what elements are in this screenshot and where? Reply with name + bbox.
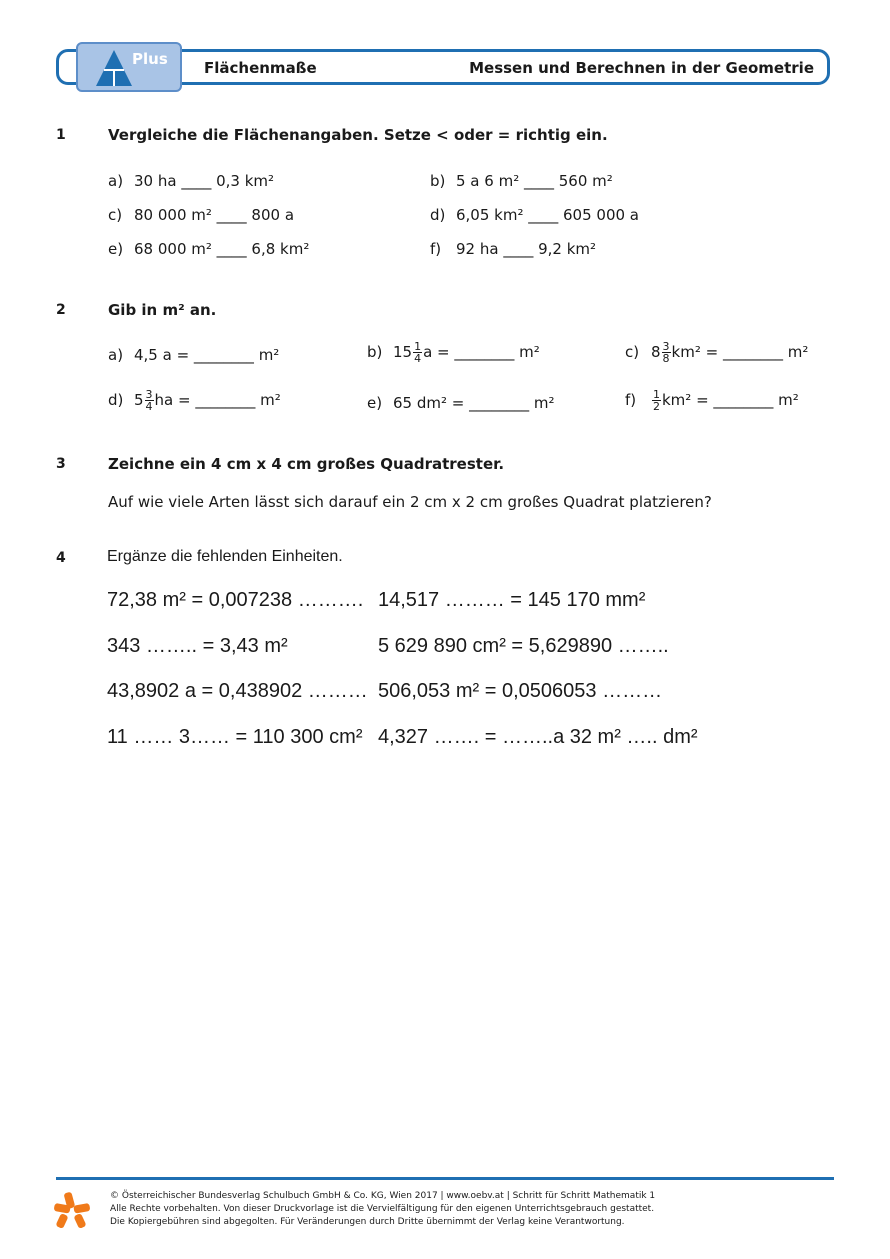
task2-item-a: a) 4,5 a = ________ m²	[108, 346, 280, 364]
topic-title: Flächenmaße	[204, 59, 317, 77]
task1-item-b: b) 5 a 6 m² ____ 560 m²	[430, 172, 613, 190]
task2-item-c: c) 8 $\frac{3}{8}$ km² = ________ m²	[625, 340, 809, 365]
task2-item-b: b) 15 $\frac{1}{4}$ a = ________ m²	[367, 340, 540, 365]
task4-row-left: 343 …….. = 3,43 m²	[107, 635, 288, 657]
fraction: $\frac{1}{2}$	[653, 388, 660, 413]
task1-item-c: c) 80 000 m² ____ 800 a	[108, 206, 295, 224]
task-number: 1	[56, 127, 66, 143]
task2-item-d: d) 5 $\frac{3}{4}$ ha = ________ m²	[108, 388, 281, 413]
task-title: Vergleiche die Flächenangaben. Setze < oder = richtig ein.	[108, 126, 608, 144]
task4-row-right: 5 629 890 cm² = 5,629890 ……..	[378, 635, 669, 657]
fraction: $\frac{1}{4}$	[414, 340, 422, 365]
footer-divider	[56, 1177, 834, 1180]
task4-row-right: 14,517 ……… = 145 170 mm²	[378, 589, 646, 611]
task1-item-e: e) 68 000 m² ____ 6,8 km²	[108, 240, 310, 258]
plus-logo	[76, 42, 182, 92]
task1-item-d: d) 6,05 km² ____ 605 000 a	[430, 206, 640, 224]
footer-copyright: © Österreichischer Bundesverlag Schulbuch GmbH & Co. KG, Wien 2017 | www.oebv.at | Schritt für Schritt Mathematik 1 Alle Rechte vorbehalten. Von dieser Druckvorlage ist die Vervielfältigung für den eigenen Unterrichtsgebrauch gestattet. Die Kopiergebühren sind abgegolten. Für Veränderungen durch Dritte übernimmt der Verlag keine Verantwortung.	[110, 1191, 656, 1227]
task-title: Gib in m² an.	[108, 301, 217, 319]
task-number: 2	[56, 302, 66, 318]
task-title: Zeichne ein 4 cm x 4 cm großes Quadratrester.	[108, 455, 505, 473]
task-title: Ergänze die fehlenden Einheiten.	[107, 548, 343, 565]
logo-label: Plus	[132, 50, 168, 68]
publisher-logo-icon	[52, 1190, 92, 1230]
task4-row-right: 506,053 m² = 0,0506053 ………	[378, 680, 663, 702]
chapter-title: Messen und Berechnen in der Geometrie	[469, 59, 814, 77]
fraction: $\frac{3}{4}$	[145, 388, 153, 413]
task4-row-left: 11 …… 3…… = 110 300 cm²	[107, 726, 363, 748]
task2-item-f: f) $\frac{1}{2}$ km² = ________ m²	[625, 388, 799, 413]
task4-row-left: 43,8902 a = 0,438902 ………	[107, 680, 368, 702]
triangle-logo-icon	[94, 48, 134, 88]
task3-question: Auf wie viele Arten lässt sich darauf ein 2 cm x 2 cm großes Quadrat platzieren?	[108, 493, 712, 511]
task2-item-e: e) 65 dm² = ________ m²	[367, 394, 555, 412]
task-number: 4	[56, 550, 66, 566]
fraction: $\frac{3}{8}$	[662, 340, 670, 365]
task4-row-left: 72,38 m² = 0,007238 ……….	[107, 589, 364, 611]
task-number: 3	[56, 456, 66, 472]
task1-item-a: a) 30 ha ____ 0,3 km²	[108, 172, 275, 190]
task1-item-f: f) 92 ha ____ 9,2 km²	[430, 240, 597, 258]
task4-row-right: 4,327 ……. = ……..a 32 m² ….. dm²	[378, 726, 698, 748]
